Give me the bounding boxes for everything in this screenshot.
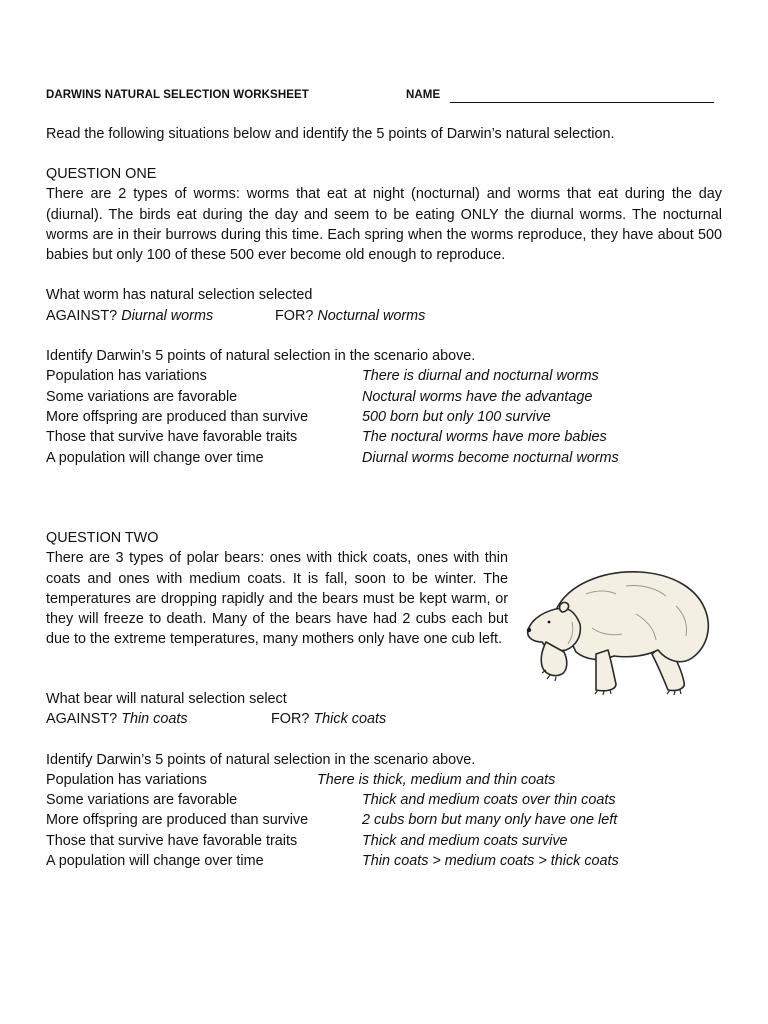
for-label: FOR? (271, 711, 310, 728)
question-one-section (46, 164, 722, 468)
question-two-section (46, 528, 508, 650)
point-label: Some variations are favorable (46, 792, 238, 809)
point-row (46, 407, 722, 427)
point-answer: 2 cubs born but many only have one left (362, 812, 618, 829)
point-label: Those that survive have favorable traits (46, 832, 298, 849)
point-row (46, 427, 722, 447)
point-answer: Noctural worms have the advantage (362, 388, 593, 405)
question-one-heading: QUESTION ONE (46, 166, 157, 182)
point-row (46, 387, 722, 407)
point-answer: 500 born but only 100 survive (362, 408, 551, 425)
for-answer: Thick coats (313, 711, 387, 728)
question-one-selection-question: What worm has natural selection selected (46, 287, 313, 304)
point-row (46, 790, 722, 810)
intro-text: Read the following situations below and identify the 5 points of Darwin’s natural selection. (46, 126, 615, 142)
point-answer: There is diurnal and nocturnal worms (362, 368, 599, 385)
question-two-selection-question: What bear will natural selection select (46, 691, 287, 707)
question-two-answers (46, 689, 722, 871)
point-answer: The noctural worms have more babies (362, 429, 607, 446)
question-one-identify-prompt: Identify Darwin’s 5 points of natural selection in the scenario above. (46, 348, 476, 365)
point-answer: There is thick, medium and thin coats (317, 771, 556, 788)
for-label: FOR? (275, 307, 314, 324)
point-row (46, 810, 722, 830)
point-row (46, 770, 722, 790)
point-label: Those that survive have favorable traits (46, 429, 298, 446)
worksheet-title: DARWINS NATURAL SELECTION WORKSHEET (46, 89, 309, 101)
question-two-identify-prompt: Identify Darwin’s 5 points of natural selection in the scenario above. (46, 751, 476, 768)
question-two-paragraph: There are 3 types of polar bears: ones with thick coats, ones with thin coats and ones with medium coats. It is fall, soon to be winter. The temperatures are dropping rapidly and the bears must be kept warm, or they will freeze to death. Many of the bears have had 2 cubs each but due to the extreme temperatures, many mothers only have one cub left. (46, 550, 508, 648)
point-answer: Thick and medium coats survive (362, 832, 568, 849)
point-label: Population has variations (46, 771, 207, 788)
question-one-against-for (46, 306, 722, 326)
question-one-paragraph: There are 2 types of worms: worms that eat at night (nocturnal) and worms that eat during the day (diurnal). The birds eat during the day and seem to be eating ONLY the diurnal worms. The nocturnal worms are in their burrows during this time. Each spring when the worms reproduce, they have about 500 babies but only 100 of these 500 ever become old enough to reproduce. (46, 186, 722, 264)
point-row (46, 448, 722, 468)
point-label: Some variations are favorable (46, 388, 238, 405)
question-two-against-for (46, 709, 722, 729)
point-row (46, 831, 722, 851)
against-answer: Thin coats (121, 711, 188, 728)
point-label: A population will change over time (46, 853, 264, 870)
against-answer: Diurnal worms (121, 307, 214, 324)
point-row (46, 851, 722, 871)
point-row (46, 366, 722, 386)
point-label: A population will change over time (46, 449, 264, 466)
against-label: AGAINST? (46, 711, 118, 728)
point-label: Population has variations (46, 368, 207, 385)
point-label: More offspring are produced than survive (46, 812, 309, 829)
point-label: More offspring are produced than survive (46, 408, 309, 425)
name-blank-line (450, 102, 714, 103)
for-answer: Nocturnal worms (317, 307, 426, 324)
point-answer: Diurnal worms become nocturnal worms (362, 449, 619, 466)
question-two-heading: QUESTION TWO (46, 530, 159, 546)
point-answer: Thick and medium coats over thin coats (362, 792, 616, 809)
name-label: NAME (406, 89, 441, 101)
point-answer: Thin coats > medium coats > thick coats (362, 853, 619, 870)
polar-bear-image (516, 550, 716, 700)
against-label: AGAINST? (46, 307, 118, 324)
